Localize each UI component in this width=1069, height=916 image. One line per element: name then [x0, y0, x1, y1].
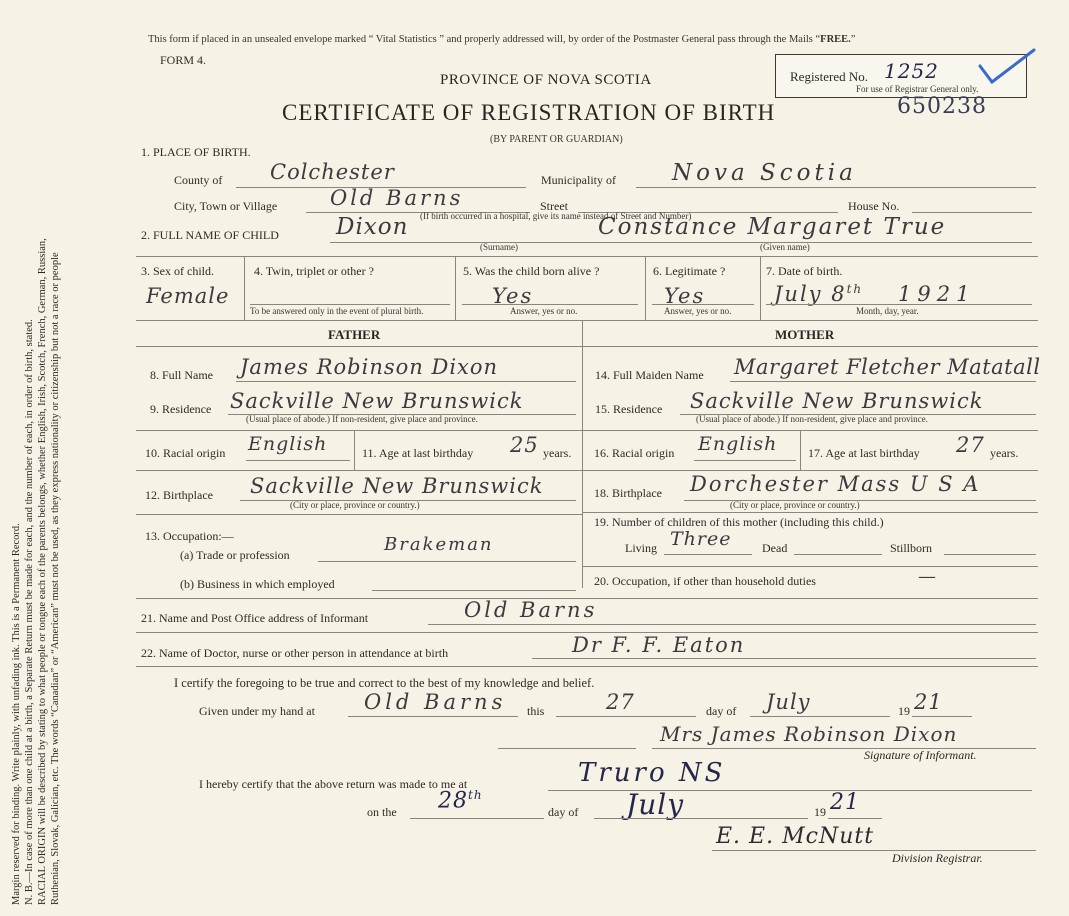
- child-given-value: Constance Margaret True: [598, 214, 947, 240]
- father-residence-note: (Usual place of abode.) If non-resident, give place and province.: [246, 414, 478, 424]
- father-heading: FATHER: [328, 327, 381, 342]
- county-label: County of: [174, 173, 223, 187]
- birth-year-value: 1921: [898, 282, 976, 306]
- father-occupation-label: 13. Occupation:—: [145, 529, 234, 543]
- birth-date-label: 7. Date of birth.: [766, 264, 843, 278]
- twin-label: 4. Twin, triplet or other ?: [254, 264, 374, 278]
- certify-day-of-label: day of: [706, 704, 737, 718]
- registrar-on-label: on the: [367, 805, 397, 819]
- father-name-label: 8. Full Name: [150, 368, 213, 382]
- certificate-subtitle: (BY PARENT OR GUARDIAN): [490, 134, 623, 145]
- stillborn-label: Stillborn: [890, 541, 933, 555]
- mother-residence-label: 15. Residence: [595, 402, 663, 416]
- mother-age-label: 17. Age at last birthday: [808, 446, 920, 460]
- father-race-value: English: [248, 433, 328, 455]
- mother-residence-note: (Usual place of abode.) If non-resident, give place and province.: [696, 414, 928, 424]
- municipality-value: Nova Scotia: [672, 160, 857, 186]
- stamp-number: 650238: [897, 94, 987, 119]
- mother-residence-value: Sackville New Brunswick: [690, 389, 984, 413]
- mother-occupation-value: —: [918, 566, 937, 587]
- street-label: Street: [540, 199, 568, 213]
- father-birthplace-value: Sackville New Brunswick: [250, 474, 544, 498]
- registrar-year-prefix: 19: [814, 805, 826, 819]
- province-heading: PROVINCE OF NOVA SCOTIA: [440, 72, 652, 88]
- registrar-statement: I hereby certify that the above return was made to me at: [199, 777, 468, 791]
- doctor-value: Dr F. F. Eaton: [572, 633, 746, 657]
- form-number: FORM 4.: [160, 53, 207, 67]
- alive-note: Answer, yes or no.: [510, 306, 578, 316]
- alive-value: Yes: [492, 284, 534, 308]
- registered-label: Registered No.: [790, 69, 868, 84]
- legitimate-note: Answer, yes or no.: [664, 306, 732, 316]
- signature-informant-label: Signature of Informant.: [864, 748, 977, 762]
- mother-heading: MOTHER: [775, 327, 835, 342]
- surname-note: (Surname): [480, 242, 518, 252]
- city-value: Old Barns: [330, 186, 464, 210]
- children-count-label: 19. Number of children of this mother (including this child.): [594, 515, 884, 529]
- mother-age-value: 27: [956, 433, 985, 457]
- birth-date-value: July 8th: [774, 282, 864, 306]
- mother-occupation-label: 20. Occupation, if other than household duties: [594, 574, 816, 588]
- margin-line-1: Margin reserved for binding. Write plainly, with unfading ink. This is a Permanent Record.: [11, 523, 22, 905]
- mother-name-value: Margaret Fletcher Matatall: [734, 355, 1041, 379]
- father-age-unit: years.: [543, 446, 572, 460]
- father-race-label: 10. Racial origin: [145, 446, 226, 460]
- registered-note: For use of Registrar General only.: [856, 84, 979, 94]
- father-birthplace-note: (City or place, province or country.): [290, 500, 420, 510]
- registrar-month-value: July: [626, 788, 685, 821]
- certify-statement: I certify the foregoing to be true and correct to the best of my knowledge and belief.: [174, 676, 595, 690]
- father-residence-value: Sackville New Brunswick: [230, 389, 524, 413]
- father-age-value: 25: [510, 433, 539, 457]
- father-age-label: 11. Age at last birthday: [362, 446, 474, 460]
- mother-birthplace-label: 18. Birthplace: [594, 486, 662, 500]
- city-label: City, Town or Village: [174, 199, 278, 213]
- mother-race-value: English: [698, 433, 778, 455]
- sex-label: 3. Sex of child.: [141, 264, 214, 278]
- trade-value: Brakeman: [384, 534, 494, 555]
- father-birthplace-label: 12. Birthplace: [145, 488, 213, 502]
- mother-name-label: 14. Full Maiden Name: [595, 368, 704, 382]
- registrar-day-of-label: day of: [548, 805, 579, 819]
- certificate-title: CERTIFICATE OF REGISTRATION OF BIRTH: [282, 100, 776, 125]
- informant-label: 21. Name and Post Office address of Informant: [141, 611, 369, 625]
- mother-race-label: 16. Racial origin: [594, 446, 675, 460]
- legitimate-label: 6. Legitimate ?: [653, 264, 726, 278]
- doctor-label: 22. Name of Doctor, nurse or other person in attendance at birth: [141, 646, 449, 660]
- child-name-label: 2. FULL NAME OF CHILD: [141, 228, 279, 242]
- birth-date-note: Month, day, year.: [856, 306, 919, 316]
- father-name-value: James Robinson Dixon: [240, 355, 499, 379]
- division-registrar-label: Division Registrar.: [892, 851, 983, 865]
- trade-label: (a) Trade or profession: [180, 548, 290, 562]
- municipality-label: Municipality of: [541, 173, 616, 187]
- registered-value: 1252: [884, 59, 939, 83]
- twin-note: To be answered only in the event of plural birth.: [250, 306, 424, 316]
- mother-age-unit: years.: [990, 446, 1019, 460]
- mother-birthplace-value: Dorchester Mass U S A: [690, 472, 981, 496]
- checkmark-icon: [978, 48, 1038, 88]
- given-under-hand-label: Given under my hand at: [199, 704, 315, 718]
- certify-day-value: 27: [606, 690, 635, 714]
- margin-line-2: N. B.—In case of more than one child at a birth, a Separate Return must be made for each, and the number of each, in order of birth, stated.: [24, 319, 35, 905]
- given-name-note: (Given name): [760, 242, 810, 252]
- this-label: this: [527, 704, 545, 718]
- street-note: (If birth occurred in a hospital, give its name instead of Street and Number): [420, 211, 692, 221]
- legitimate-value: Yes: [664, 284, 706, 308]
- registrar-year-value: 21: [830, 790, 860, 815]
- mail-notice: This form if placed in an unsealed envelope marked “ Vital Statistics ” and properly addressed will, by order of the Postmaster General pass through the Mails “FREE.”: [148, 34, 856, 45]
- place-heading: 1. PLACE OF BIRTH.: [141, 145, 251, 159]
- county-value: Colchester: [270, 160, 395, 184]
- registrar-place-value: Truro NS: [578, 758, 726, 788]
- registrar-signature: E. E. McNutt: [716, 824, 875, 849]
- father-residence-label: 9. Residence: [150, 402, 212, 416]
- house-label: House No.: [848, 199, 900, 213]
- certify-year-value: 21: [914, 690, 943, 714]
- business-label: (b) Business in which employed: [180, 577, 335, 591]
- dead-label: Dead: [762, 541, 788, 555]
- child-surname-value: Dixon: [336, 214, 409, 240]
- informant-value: Old Barns: [464, 598, 598, 622]
- margin-line-3: RACIAL ORIGIN will be described by stating to what people or tongue each of the parents belongs, whether English, Irish, Scotch, French, German, Russian,: [37, 238, 48, 905]
- certify-year-prefix: 19: [898, 704, 910, 718]
- living-value: Three: [670, 528, 732, 550]
- margin-notes: [10, 25, 62, 905]
- sex-value: Female: [146, 284, 230, 308]
- informant-signature: Mrs James Robinson Dixon: [660, 722, 958, 746]
- registrar-day-value: 28th: [438, 788, 483, 814]
- living-label: Living: [625, 541, 657, 555]
- mother-birthplace-note: (City or place, province or country.): [730, 500, 860, 510]
- given-place-value: Old Barns: [364, 690, 507, 714]
- alive-label: 5. Was the child born alive ?: [463, 264, 600, 278]
- certify-month-value: July: [766, 690, 811, 714]
- margin-line-4: Ruthenian, Slovak, Galician, etc. The words “Canadian” or “American” must not be used, as they express nationality or citizenship but not a race or people: [50, 252, 61, 905]
